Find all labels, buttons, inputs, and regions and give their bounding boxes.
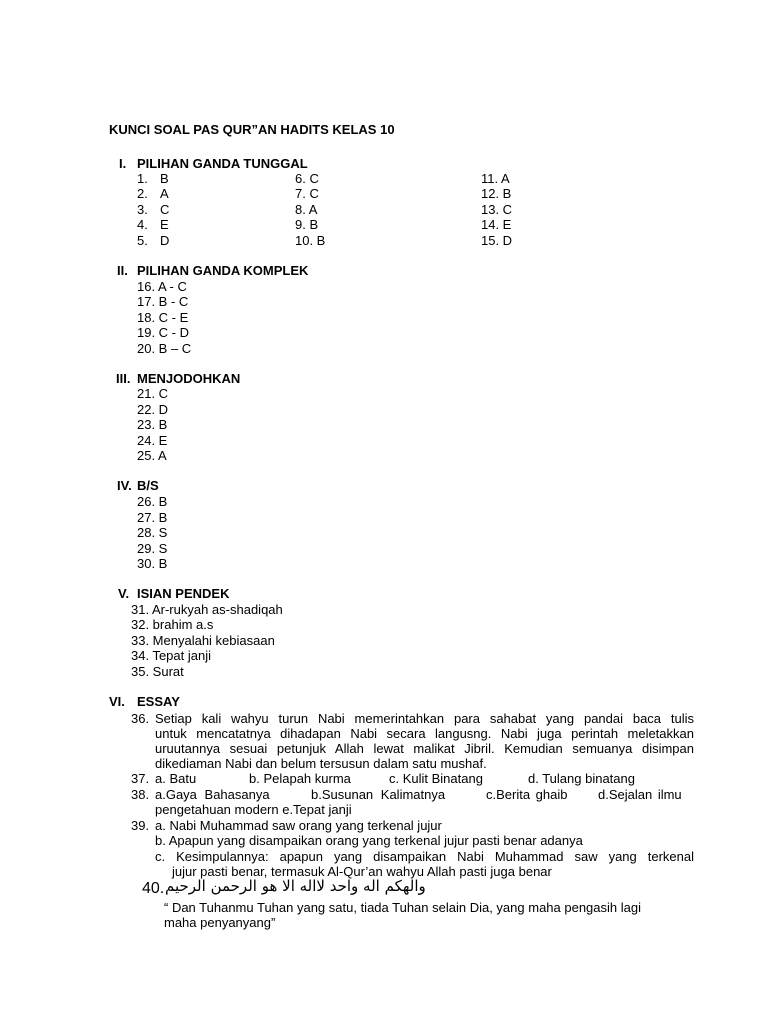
- answer-value: D: [160, 233, 170, 248]
- option-item: a. Batu: [155, 771, 197, 786]
- answer-item: 26. B: [137, 494, 168, 509]
- answer-item: 17. B - C: [137, 294, 189, 309]
- answer-item: 11. A: [481, 171, 510, 186]
- answer-item: 8. A: [295, 202, 318, 217]
- answer-item: 6. C: [295, 171, 319, 186]
- document-title: KUNCI SOAL PAS QUR”AN HADITS KELAS 10: [109, 122, 395, 137]
- answer-value: E: [160, 217, 169, 232]
- answer-item: 31. Ar-rukyah as-shadiqah: [131, 602, 283, 617]
- section-2-heading: PILIHAN GANDA KOMPLEK: [137, 263, 309, 278]
- section-1-heading: PILIHAN GANDA TUNGGAL: [137, 156, 308, 171]
- essay-answer-line: untuk mencatatnya dihadapan Nabi secara langusng. Nabi juga perintah meletakkan: [155, 726, 694, 741]
- answer-value: A: [160, 186, 169, 201]
- answer-number: 1.: [137, 171, 148, 186]
- essay-answer-line: c. Kesimpulannya: apapun yang disampaikan Nabi Muhammad saw yang terkenal: [155, 849, 694, 864]
- answer-item: 33. Menyalahi kebiasaan: [131, 633, 275, 648]
- answer-item: 9. B: [295, 217, 319, 232]
- answer-item: 15. D: [481, 233, 513, 248]
- question-number: 38.: [131, 787, 150, 802]
- essay-answer-line: uruutannya sesuai petunjuk Allah lewat malikat Jibril. Kemudian semuanya disimpan: [155, 741, 694, 756]
- verse-translation: maha penyanyang”: [164, 915, 276, 930]
- option-item: d.Sejalan ilmu: [598, 787, 682, 802]
- question-number: 37.: [131, 771, 150, 786]
- section-4-heading: B/S: [137, 478, 159, 493]
- answer-item: 24. E: [137, 433, 168, 448]
- section-6-heading: ESSAY: [137, 694, 180, 709]
- answer-item: 19. C - D: [137, 325, 190, 340]
- answer-item: 30. B: [137, 556, 168, 571]
- answer-item: 22. D: [137, 402, 169, 417]
- answer-item: 32. brahim a.s: [131, 617, 214, 632]
- section-1-numeral: I.: [119, 156, 127, 171]
- answer-item: 23. B: [137, 417, 168, 432]
- section-6-numeral: VI.: [109, 694, 125, 709]
- essay-answer-line: b. Apapun yang disampaikan orang yang terkenal jujur pasti benar adanya: [155, 833, 583, 848]
- answer-item: 13. C: [481, 202, 513, 217]
- answer-number: 5.: [137, 233, 148, 248]
- answer-number: 4.: [137, 217, 148, 232]
- option-item: pengetahuan modern e.Tepat janji: [155, 802, 352, 817]
- answer-item: 18. C - E: [137, 310, 189, 325]
- answer-item: 7. C: [295, 186, 319, 201]
- answer-item: 35. Surat: [131, 664, 184, 679]
- section-4-numeral: IV.: [117, 478, 132, 493]
- question-number: 39.: [131, 818, 150, 833]
- section-5-numeral: V.: [118, 586, 130, 601]
- answer-item: 29. S: [137, 541, 168, 556]
- answer-item: 16. A - C: [137, 279, 187, 294]
- answer-item: 20. B – C: [137, 341, 192, 356]
- section-2-numeral: II.: [117, 263, 128, 278]
- answer-item: 28. S: [137, 525, 168, 540]
- question-number: 40.: [142, 880, 165, 897]
- essay-answer-line: dikediaman Nabi dan belum tersusun dalam satu mushaf.: [155, 756, 487, 771]
- essay-answer-line: a. Nabi Muhammad saw orang yang terkenal jujur: [155, 818, 442, 833]
- answer-item: 34. Tepat janji: [131, 648, 211, 663]
- section-5-heading: ISIAN PENDEK: [137, 586, 230, 601]
- option-item: b. Pelapah kurma: [249, 771, 351, 786]
- option-item: a.Gaya Bahasanya: [155, 787, 270, 802]
- option-item: d. Tulang binatang: [528, 771, 635, 786]
- verse-translation: “ Dan Tuhanmu Tuhan yang satu, tiada Tuhan selain Dia, yang maha pengasih lagi: [164, 900, 641, 915]
- answer-item: 12. B: [481, 186, 512, 201]
- arabic-verse: والهكم اله واحد لااله الا هو الرحمن الرحيم: [165, 877, 426, 895]
- answer-item: 14. E: [481, 217, 512, 232]
- essay-answer-line: jujur pasti benar, termasuk Al-Qur’an wahyu Allah pasti juga benar: [172, 864, 552, 879]
- answer-item: 10. B: [295, 233, 326, 248]
- section-3-heading: MENJODOHKAN: [137, 371, 241, 386]
- answer-item: 27. B: [137, 510, 168, 525]
- question-number: 36.: [131, 711, 150, 726]
- section-3-numeral: III.: [116, 371, 131, 386]
- answer-item: 21. C: [137, 386, 169, 401]
- essay-answer-line: Setiap kali wahyu turun Nabi memerintahkan para sahabat yang pandai baca tulis: [155, 711, 694, 726]
- answer-item: 25. A: [137, 448, 167, 463]
- option-item: c. Kulit Binatang: [389, 771, 483, 786]
- option-item: c.Berita ghaib: [486, 787, 568, 802]
- option-item: b.Susunan Kalimatnya: [311, 787, 446, 802]
- answer-number: 3.: [137, 202, 148, 217]
- answer-number: 2.: [137, 186, 148, 201]
- answer-value: C: [160, 202, 170, 217]
- answer-value: B: [160, 171, 169, 186]
